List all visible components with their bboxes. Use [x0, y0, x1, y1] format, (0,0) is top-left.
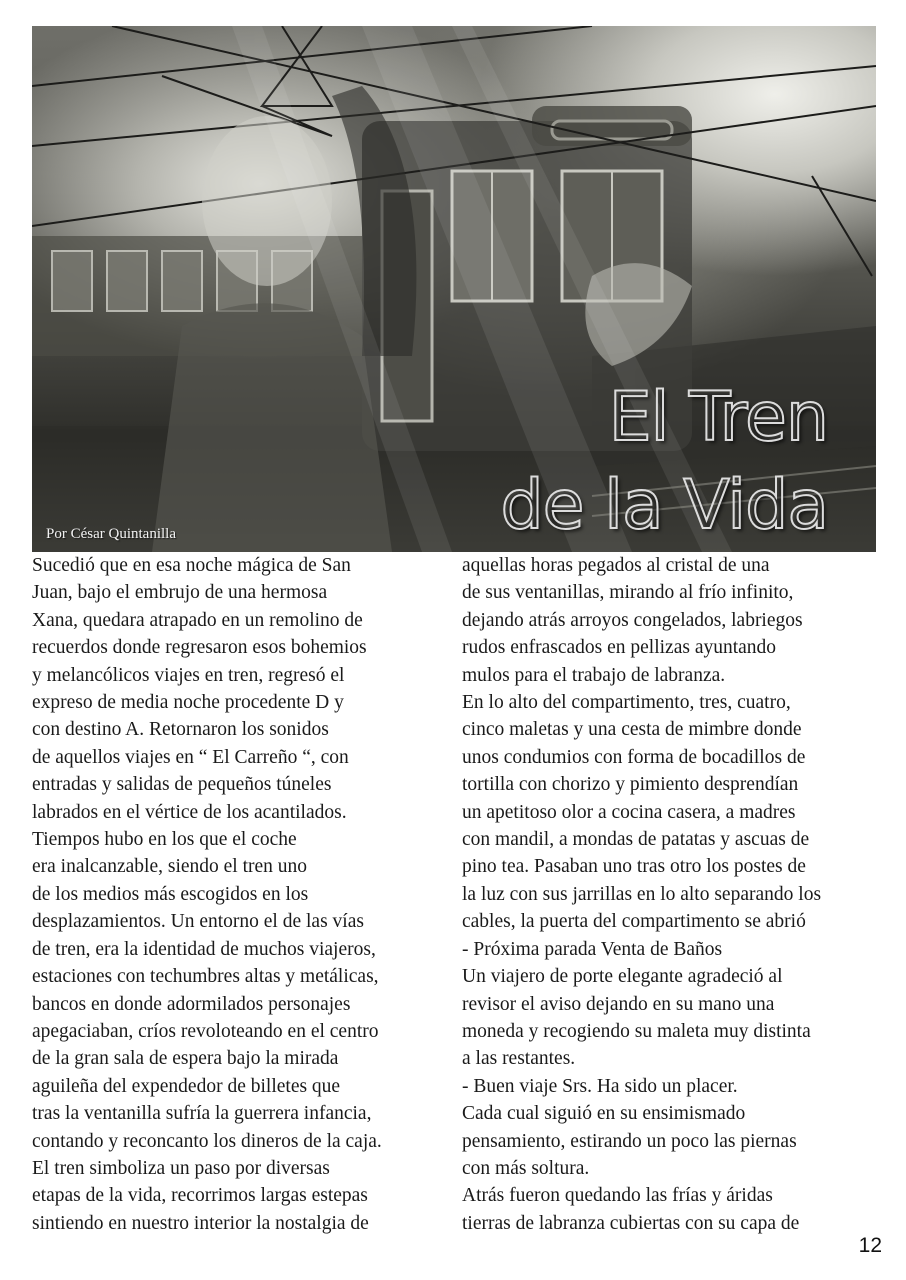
text-line: Xana, quedara atrapado en un remolino de [32, 609, 363, 631]
text-line: con destino A. Retornaron los sonidos [32, 719, 329, 741]
text-line: labrados en el vértice de los acantilados. [32, 801, 347, 823]
text-line: El tren simboliza un paso por diversas [32, 1157, 330, 1179]
text-line: mulos para el trabajo de labranza. [462, 664, 726, 686]
text-line: etapas de la vida, recorrimos largas estepas [32, 1185, 368, 1207]
text-line: aquellas horas pegados al cristal de una [462, 555, 770, 576]
text-line: estaciones con techumbres altas y metálicas, [32, 966, 379, 988]
text-line: cinco maletas y una cesta de mimbre donde [462, 719, 802, 741]
text-line: aguileña del expendedor de billetes que [32, 1075, 341, 1097]
text-line: dejando atrás arroyos congelados, labriegos [462, 609, 803, 631]
text-line: con mandil, a mondas de patatas y ascuas de [462, 829, 810, 851]
text-line: Un viajero de porte elegante agradeció al [462, 966, 783, 988]
text-line: Juan, bajo el embrujo de una hermosa [32, 582, 328, 604]
text-line: cables, la puerta del compartimento se abrió [462, 911, 806, 933]
text-line: moneda y recogiendo su maleta muy distinta [462, 1020, 811, 1042]
text-line: tierras de labranza cubiertas con su capa de [462, 1212, 800, 1234]
text-line: rudos enfrascados en pellizas ayuntando [462, 637, 777, 659]
text-line: un apetitoso olor a cocina casera, a madres [462, 801, 796, 823]
text-line: y melancólicos viajes en tren, regresó el [32, 664, 345, 686]
title-line-2: de la Vida [500, 466, 828, 545]
text-line: sintiendo en nuestro interior la nostalgia de [32, 1212, 369, 1234]
text-line: - Buen viaje Srs. Ha sido un placer. [462, 1075, 738, 1097]
text-line: tras la ventanilla sufría la guerrera infancia, [32, 1103, 372, 1125]
author-byline: Por César Quintanilla [46, 526, 176, 542]
text-line: revisor el aviso dejando en su mano una [462, 993, 775, 1015]
text-line: pensamiento, estirando un poco las piernas [462, 1130, 797, 1152]
text-line: de los medios más escogidos en los [32, 883, 309, 905]
text-line: era inalcanzable, siendo el tren uno [32, 856, 308, 878]
text-line: - Próxima parada Venta de Baños [462, 938, 723, 960]
text-line: de tren, era la identidad de muchos viajeros, [32, 938, 376, 960]
text-line: En lo alto del compartimento, tres, cuatro, [462, 692, 791, 714]
text-line: de aquellos viajes en “ El Carreño “, con [32, 746, 349, 768]
text-line: la luz con sus jarrillas en lo alto separando los [462, 883, 822, 905]
text-line: a las restantes. [462, 1048, 576, 1070]
text-line: pino tea. Pasaban uno tras otro los postes de [462, 856, 806, 878]
text-line: recuerdos donde regresaron esos bohemios [32, 637, 367, 659]
text-line: contando y reconcanto los dineros de la caja. [32, 1130, 382, 1152]
text-line: apegaciaban, críos revoloteando en el centro [32, 1020, 379, 1042]
text-line: tortilla con chorizo y pimiento desprendían [462, 774, 799, 796]
text-line: Tiempos hubo en los que el coche [32, 829, 297, 851]
text-line: de sus ventanillas, mirando al frío infinito, [462, 582, 794, 604]
text-line: Atrás fueron quedando las frías y áridas [462, 1185, 773, 1207]
article-column-right [462, 552, 821, 1237]
title-line-1: El Tren [608, 378, 828, 457]
hero-image [32, 26, 876, 552]
text-line: unos condumios con forma de bocadillos de [462, 746, 806, 768]
text-line: bancos en donde adormilados personajes [32, 993, 351, 1015]
text-line: Sucedió que en esa noche mágica de San [32, 555, 351, 576]
text-line: desplazamientos. Un entorno el de las vías [32, 911, 364, 933]
text-line: entradas y salidas de pequeños túneles [32, 774, 332, 796]
text-line: con más soltura. [462, 1157, 590, 1179]
text-line: de la gran sala de espera bajo la mirada [32, 1048, 339, 1070]
text-line: expreso de media noche procedente D y [32, 692, 344, 714]
text-line: Cada cual siguió en su ensimismado [462, 1103, 746, 1125]
article-title [500, 374, 828, 550]
page-number: 12 [858, 1234, 882, 1257]
article-column-left [32, 552, 382, 1237]
